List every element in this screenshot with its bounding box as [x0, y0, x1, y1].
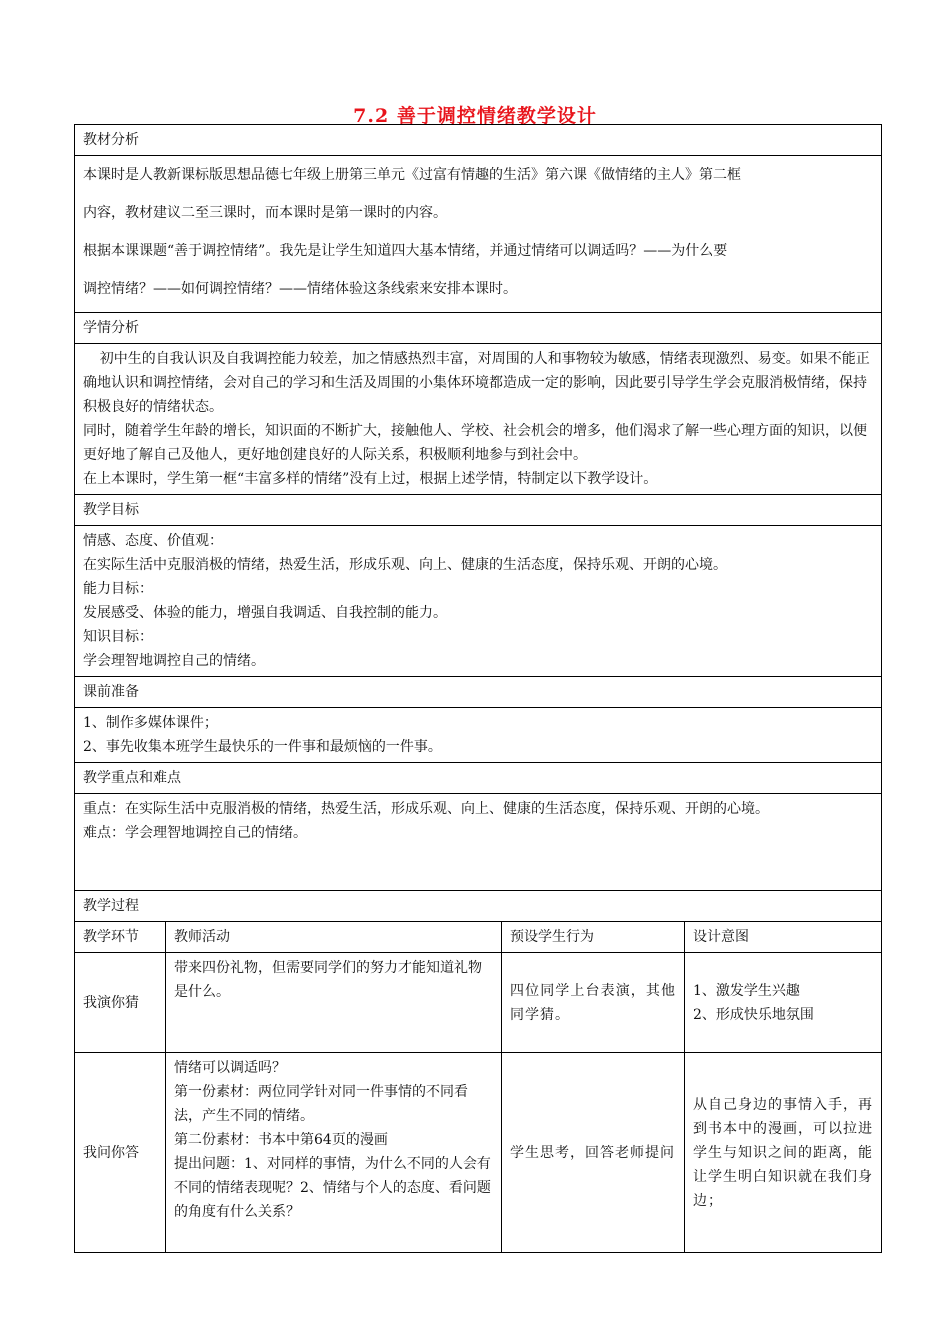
intent-cell [685, 1053, 882, 1253]
students-paragraph: 同时，随着学生年龄的增长，知识面的不断扩大，接触他人、学校、社会机会的增多，他们渴求了解一些心理方面的知识，以便更好地了解自己及他人，更好地创建良好的人际关系，积极顺利地参与到社会中。 [83, 423, 867, 463]
teacher-line: 提出问题：1、对同样的事情，为什么不同的人会有不同的情绪表现呢？2、情绪与个人的态度、看问题的角度有什么关系？ [174, 1156, 491, 1220]
lesson-plan-table [74, 124, 882, 1253]
student-cell [502, 1053, 685, 1253]
teacher-line: 第一份素材：两位同学针对同一件事情的不同看法，产生不同的情绪。 [174, 1084, 468, 1124]
goal-line: 在实际生活中克服消极的情绪，热爱生活，形成乐观、向上、健康的生活态度，保持乐观、开朗的心境。 [83, 557, 727, 573]
column-header: 教学环节 [75, 922, 166, 953]
goal-line: 能力目标： [83, 581, 153, 597]
section-body-goals [75, 526, 882, 677]
prep-line: 2、事先收集本班学生最快乐的一件事和最烦恼的一件事。 [83, 739, 442, 755]
goal-line: 情感、态度、价值观： [83, 533, 223, 549]
section-heading: 教学重点和难点 [75, 763, 882, 794]
process-row [75, 1053, 882, 1253]
material-line: 内容，教材建议二至三课时，而本课时是第一课时的内容。 [83, 205, 447, 221]
section-heading: 学情分析 [75, 313, 882, 344]
students-paragraph: 在上本课时，学生第一框“丰富多样的情绪”没有上过，根据上述学情，特制定以下教学设计。 [83, 471, 658, 487]
section-header-students [75, 313, 882, 344]
intent-cell [685, 953, 882, 1053]
material-line: 调控情绪？——如何调控情绪？——情绪体验这条线索来安排本课时。 [83, 281, 517, 297]
teacher-line: 第二份素材：书本中第64页的漫画 [174, 1132, 388, 1148]
section-header-process [75, 891, 882, 922]
students-paragraph: 初中生的自我认识及自我调控能力较差，加之情感热烈丰富，对周围的人和事物较为敏感，情绪表现激烈、易变。如果不能正确地认识和调控情绪，会对自己的学习和生活及周围的小集体环境都造成一定的影响，因此要引导学生学会克服消极情绪，保持积极良好的情绪状态。 [83, 351, 870, 415]
goal-line: 知识目标： [83, 629, 153, 645]
section-header-goals [75, 495, 882, 526]
student-line: 四位同学上台表演，其他同学猜。 [510, 982, 676, 1023]
column-header: 预设学生行为 [502, 922, 685, 953]
column-header: 教师活动 [166, 922, 502, 953]
section-header-material [75, 125, 882, 156]
teacher-line: 带来四份礼物，但需要同学们的努力才能知道礼物是什么。 [174, 960, 482, 1000]
prep-line: 1、制作多媒体课件； [83, 715, 218, 731]
column-header: 设计意图 [685, 922, 882, 953]
key-line: 重点：在实际生活中克服消极的情绪，热爱生活，形成乐观、向上、健康的生活态度，保持乐观、开朗的心境。 [83, 801, 769, 817]
goal-line: 发展感受、体验的能力，增强自我调适、自我控制的能力。 [83, 605, 447, 621]
document-title: 7.2 善于调控情绪教学设计 [353, 105, 597, 127]
section-heading: 教材分析 [75, 125, 882, 156]
teacher-line: 情绪可以调适吗？ [174, 1060, 286, 1076]
student-line: 学生思考，回答老师提问 [510, 1144, 675, 1161]
section-header-key [75, 763, 882, 794]
section-body-key [75, 794, 882, 891]
key-line: 难点：学会理智地调控自己的情绪。 [83, 825, 307, 841]
section-body-prep [75, 708, 882, 763]
section-heading: 教学过程 [75, 891, 882, 922]
intent-line: 2、形成快乐地氛围 [693, 1006, 814, 1023]
intent-line: 1、激发学生兴趣 [693, 982, 800, 999]
teacher-cell [166, 1053, 502, 1253]
process-row [75, 953, 882, 1053]
intent-line: 从自己身边的事情入手，再到书本中的漫画，可以拉进学生与知识之间的距离，能让学生明白知识就在我们身边； [693, 1096, 873, 1209]
student-cell [502, 953, 685, 1053]
section-body-material [75, 156, 882, 313]
section-heading: 教学目标 [75, 495, 882, 526]
stage-cell: 我演你猜 [75, 953, 166, 1053]
section-body-students [75, 344, 882, 495]
goal-line: 学会理智地调控自己的情绪。 [83, 653, 265, 669]
teacher-cell [166, 953, 502, 1053]
section-header-prep [75, 677, 882, 708]
material-line: 根据本课课题“善于调控情绪”。我先是让学生知道四大基本情绪，并通过情绪可以调适吗？——为什么要 [83, 243, 728, 259]
section-heading: 课前准备 [75, 677, 882, 708]
process-column-headers [75, 922, 882, 953]
stage-cell: 我问你答 [75, 1053, 166, 1253]
material-line: 本课时是人教新课标版思想品德七年级上册第三单元《过富有情趣的生活》第六课《做情绪的主人》第二框 [83, 167, 741, 183]
